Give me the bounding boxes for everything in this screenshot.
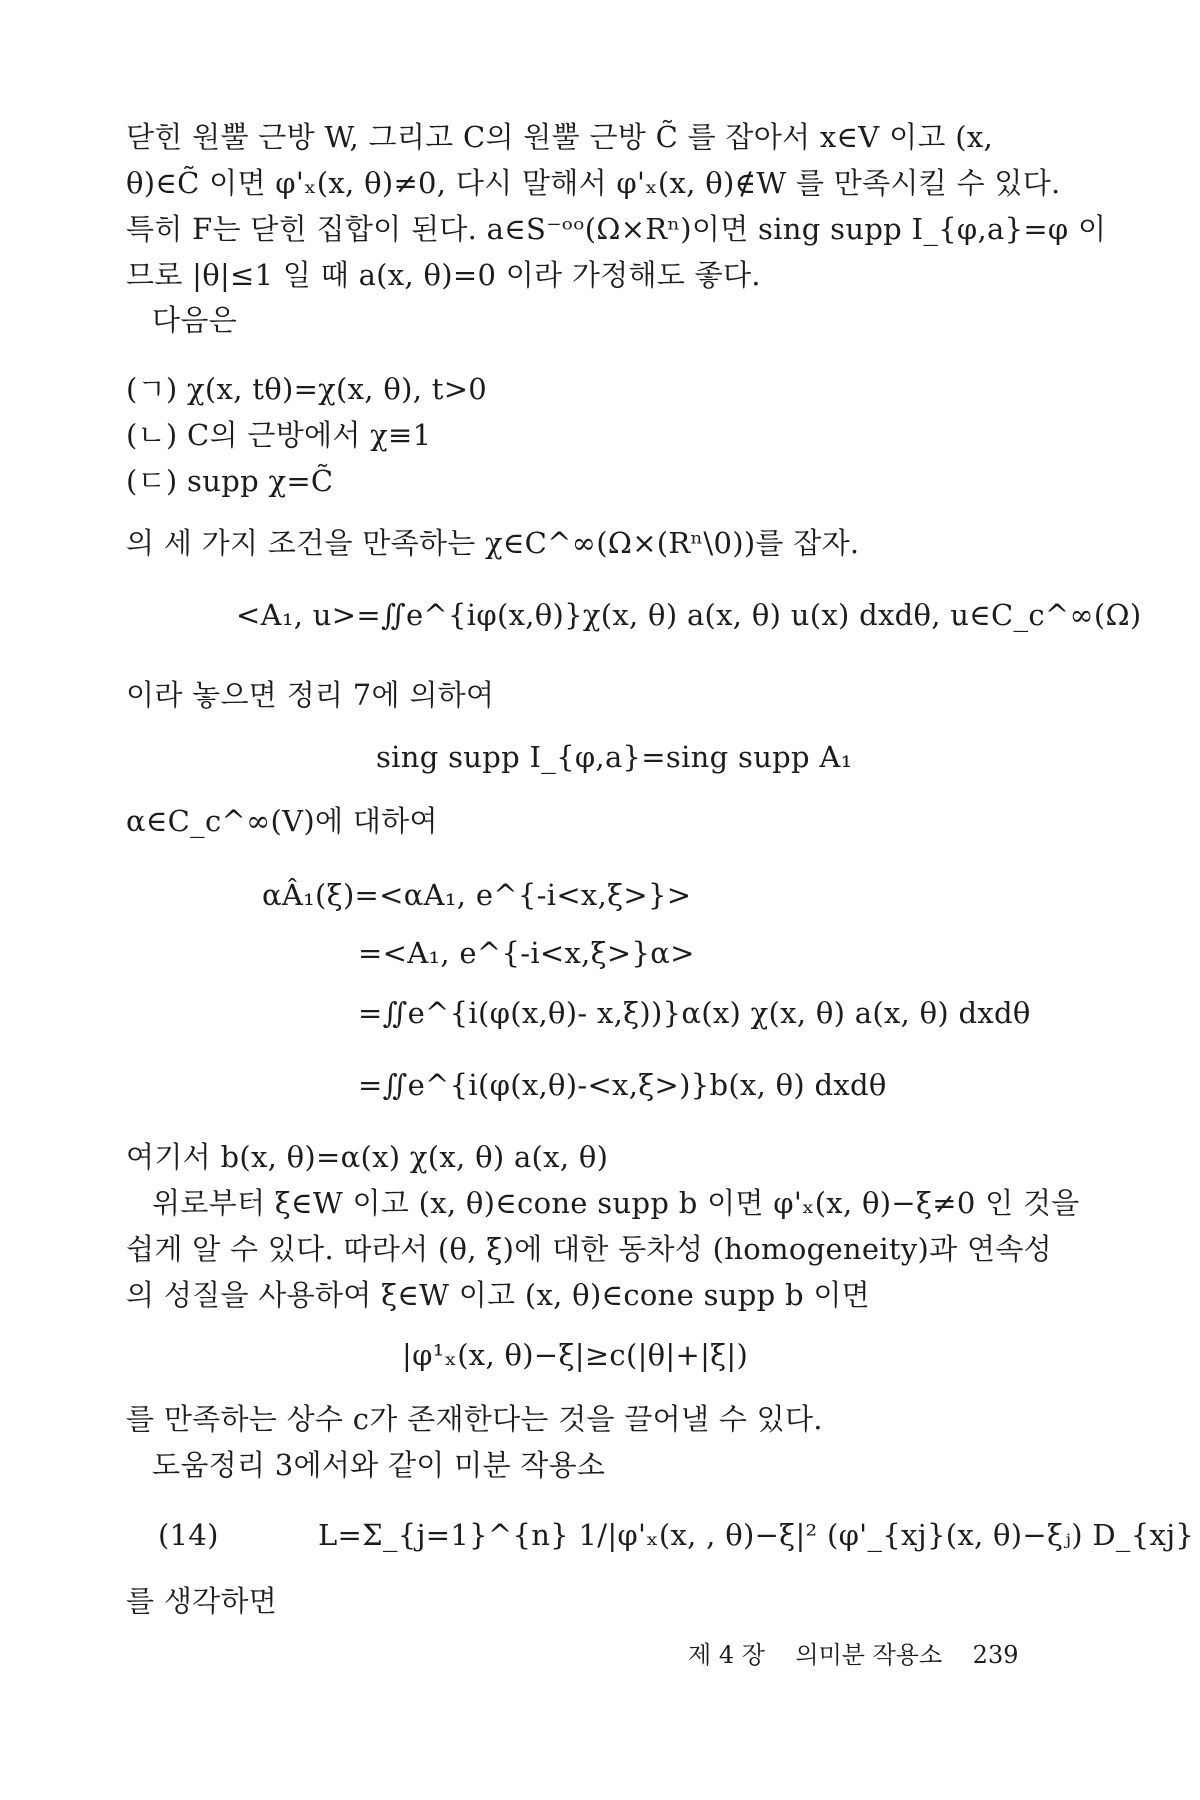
body-line: 닫힌 원뿔 근방 W, 그리고 C의 원뿔 근방 C̃ 를 잡아서 x∈V 이고 (x, xyxy=(126,120,994,154)
intro-line: 다음은 xyxy=(152,303,237,337)
alpha-line: α∈C_c^∞(V)에 대하여 xyxy=(126,804,438,838)
equation-L: L=Σ_{j=1}^{n} 1/|φ'ₓ(x, , θ)−ξ|² (φ'_{xj}(x, θ)−ξⱼ) D_{xj} xyxy=(318,1518,1195,1552)
equation-a1: <A₁, u>=∬e^{iφ(x,θ)}χ(x, θ) a(x, θ) u(x) dxdθ, u∈C_c^∞(Ω) xyxy=(236,598,1142,632)
where-line: 여기서 b(x, θ)=α(x) χ(x, θ) a(x, θ) xyxy=(126,1140,609,1174)
condition-item: (ㄱ) χ(x, tθ)=χ(x, θ), t>0 xyxy=(126,372,488,406)
body-line: 므로 |θ|≤1 일 때 a(x, θ)=0 이라 가정해도 좋다. xyxy=(126,258,761,292)
equation-fourier-3: =∬e^{i(φ(x,θ)- x,ξ))}α(x) χ(x, θ) a(x, θ) dxdθ xyxy=(358,996,1031,1030)
body-line: 도움정리 3에서와 같이 미분 작용소 xyxy=(152,1448,606,1482)
body-line: θ)∈C̃ 이면 φ'ₓ(x, θ)≠0, 다시 말해서 φ'ₓ(x, θ)∉W 를 만족시킬 수 있다. xyxy=(126,166,1061,200)
theorem-reference-line: 이라 놓으면 정리 7에 의하여 xyxy=(126,678,495,712)
footer-title: 의미분 작용소 xyxy=(795,1641,943,1669)
body-line: 위로부터 ξ∈W 이고 (x, θ)∈cone supp b 이면 φ'ₓ(x, θ)−ξ≠0 인 것을 xyxy=(152,1186,1080,1220)
equation-fourier-1: αÂ₁(ξ)=<αA₁, e^{-i<x,ξ>}> xyxy=(262,878,692,912)
condition-item: (ㄷ) supp χ=C̃ xyxy=(126,464,334,498)
closing-line: 를 생각하면 xyxy=(126,1584,278,1618)
equation-sing-supp: sing supp I_{φ,a}=sing supp A₁ xyxy=(376,740,853,774)
body-line: 를 만족하는 상수 c가 존재한다는 것을 끌어낼 수 있다. xyxy=(126,1402,823,1436)
page-footer xyxy=(688,1640,1018,1670)
body-line: 특히 F는 닫힌 집합이 된다. a∈S⁻ᵒᵒ(Ω×Rⁿ)이면 sing supp I_{φ,a}=φ 이 xyxy=(126,212,1107,246)
equation-fourier-2: =<A₁, e^{-i<x,ξ>}α> xyxy=(358,936,695,970)
footer-chapter: 제 4 장 xyxy=(688,1641,765,1669)
equation-number: (14) xyxy=(158,1518,219,1552)
page-number: 239 xyxy=(972,1641,1019,1669)
equation-fourier-4: =∬e^{i(φ(x,θ)-<x,ξ>)}b(x, θ) dxdθ xyxy=(358,1068,887,1102)
condition-item: (ㄴ) C의 근방에서 χ≡1 xyxy=(126,418,432,452)
body-line: 쉽게 알 수 있다. 따라서 (θ, ξ)에 대한 동차성 (homogeneity)과 연속성 xyxy=(126,1232,1052,1266)
body-line: 의 성질을 사용하여 ξ∈W 이고 (x, θ)∈cone supp b 이면 xyxy=(126,1278,870,1312)
inequality: |φ¹ₓ(x, θ)−ξ|≥c(|θ|+|ξ|) xyxy=(402,1338,749,1372)
condition-summary: 의 세 가지 조건을 만족하는 χ∈C^∞(Ω×(Rⁿ\0))를 잡자. xyxy=(126,526,860,560)
